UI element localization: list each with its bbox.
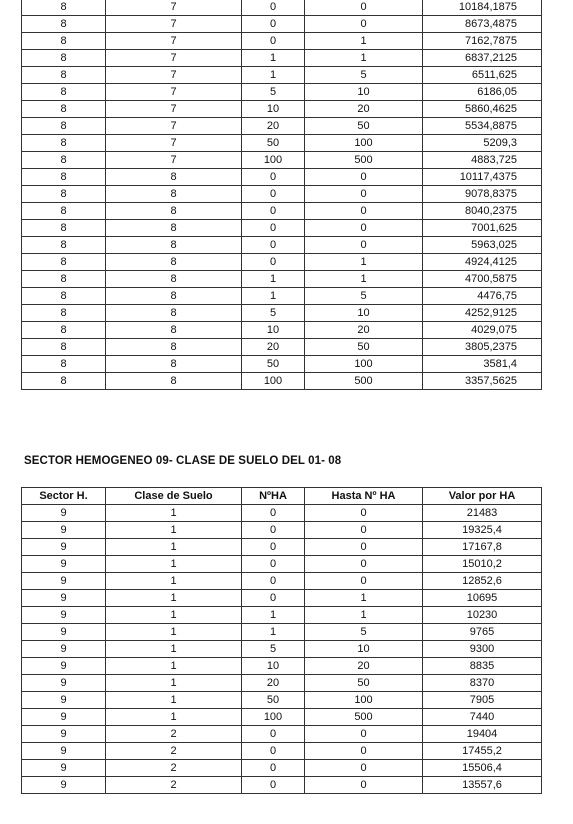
- clase-suelo-cell: 8: [106, 373, 242, 390]
- sector-cell: 8: [22, 169, 106, 186]
- num-ha-cell: 0: [242, 254, 305, 271]
- sector-header: Sector H.: [22, 488, 106, 505]
- valor-ha-cell: 4883,725: [423, 152, 542, 169]
- clase-suelo-cell: 1: [106, 607, 242, 624]
- table-row: [22, 726, 542, 743]
- sector-cell: 8: [22, 271, 106, 288]
- hasta-ha-cell: 5: [305, 624, 423, 641]
- sector-cell: 8: [22, 0, 106, 16]
- sector-cell: 9: [22, 777, 106, 794]
- valor-ha-cell: 15506,4: [423, 760, 542, 777]
- hasta-ha-cell: 20: [305, 322, 423, 339]
- hasta-ha-cell: 100: [305, 692, 423, 709]
- valor-ha-cell: 4252,9125: [423, 305, 542, 322]
- valor-ha-cell: 5963,025: [423, 237, 542, 254]
- sector-cell: 8: [22, 220, 106, 237]
- clase-suelo-cell: 1: [106, 522, 242, 539]
- sector-cell: 8: [22, 101, 106, 118]
- valor-ha-cell: 5860,4625: [423, 101, 542, 118]
- hasta-ha-cell: 0: [305, 726, 423, 743]
- valor-ha-cell: 4924,4125: [423, 254, 542, 271]
- num-ha-cell: 0: [242, 0, 305, 16]
- hasta-ha-cell: 0: [305, 539, 423, 556]
- sector-cell: 8: [22, 356, 106, 373]
- sector-cell: 9: [22, 590, 106, 607]
- hasta-ha-cell: 0: [305, 777, 423, 794]
- header-row: [22, 488, 542, 505]
- clase-suelo-cell: 7: [106, 67, 242, 84]
- hasta-ha-cell: 20: [305, 101, 423, 118]
- hasta-ha-cell: 10: [305, 84, 423, 101]
- hasta-ha-cell: 0: [305, 16, 423, 33]
- clase-suelo-cell: 7: [106, 84, 242, 101]
- hasta-ha-cell: 0: [305, 220, 423, 237]
- hasta-ha-cell: 0: [305, 760, 423, 777]
- valor-ha-cell: 7162,7875: [423, 33, 542, 50]
- table-row: [22, 169, 542, 186]
- valor-ha-cell: 5209,3: [423, 135, 542, 152]
- num-ha-cell: 0: [242, 33, 305, 50]
- table-row: [22, 271, 542, 288]
- table-row: [22, 590, 542, 607]
- num-ha-cell: 0: [242, 539, 305, 556]
- clase-suelo-cell: 8: [106, 203, 242, 220]
- clase-suelo-cell: 1: [106, 573, 242, 590]
- num-ha-cell: 50: [242, 692, 305, 709]
- valor-ha-cell: 4029,075: [423, 322, 542, 339]
- num-ha-cell: 0: [242, 505, 305, 522]
- sector-cell: 9: [22, 641, 106, 658]
- sector-cell: 8: [22, 135, 106, 152]
- sector-cell: 8: [22, 118, 106, 135]
- sector-cell: 8: [22, 67, 106, 84]
- hasta-ha-cell: 0: [305, 169, 423, 186]
- table-row: [22, 777, 542, 794]
- table-row: [22, 675, 542, 692]
- sector-cell: 9: [22, 624, 106, 641]
- num-ha-cell: 0: [242, 726, 305, 743]
- valor-ha-cell: 21483: [423, 505, 542, 522]
- num-ha-cell: 0: [242, 203, 305, 220]
- valor-ha-cell: 4700,5875: [423, 271, 542, 288]
- clase-suelo-cell: 7: [106, 16, 242, 33]
- clase-suelo-cell: 1: [106, 556, 242, 573]
- table-row: [22, 0, 542, 16]
- clase-suelo-cell: 8: [106, 254, 242, 271]
- clase-suelo-cell: 8: [106, 220, 242, 237]
- num-ha-cell: 5: [242, 641, 305, 658]
- num-ha-cell: 5: [242, 305, 305, 322]
- valor-ha-cell: 3357,5625: [423, 373, 542, 390]
- sector-09-table-body: [22, 505, 542, 794]
- valor-ha-cell: 17167,8: [423, 539, 542, 556]
- sector-08-table-body: [22, 0, 542, 390]
- hasta-ha-cell: 5: [305, 67, 423, 84]
- num-ha-cell: 0: [242, 522, 305, 539]
- valor-ha-cell: 19325,4: [423, 522, 542, 539]
- num-ha-cell: 0: [242, 573, 305, 590]
- valor-ha-cell: 15010,2: [423, 556, 542, 573]
- sector-cell: 8: [22, 288, 106, 305]
- clase-suelo-cell: 1: [106, 505, 242, 522]
- clase-suelo-cell: 8: [106, 169, 242, 186]
- table-row: [22, 339, 542, 356]
- sector-cell: 9: [22, 709, 106, 726]
- valor-ha-cell: 8040,2375: [423, 203, 542, 220]
- clase-suelo-cell: 7: [106, 118, 242, 135]
- clase-suelo-cell: 8: [106, 356, 242, 373]
- table-row: [22, 743, 542, 760]
- table-row: [22, 16, 542, 33]
- table-row: [22, 50, 542, 67]
- table-row: [22, 692, 542, 709]
- num-ha-cell: 100: [242, 709, 305, 726]
- clase-suelo-cell: 8: [106, 186, 242, 203]
- valor-ha-cell: 8370: [423, 675, 542, 692]
- clase-suelo-cell: 1: [106, 641, 242, 658]
- clase-suelo-cell: 7: [106, 0, 242, 16]
- clase-suelo-cell: 8: [106, 322, 242, 339]
- table-row: [22, 101, 542, 118]
- num-ha-cell: 10: [242, 658, 305, 675]
- table-row: [22, 220, 542, 237]
- valor-ha-cell: 4476,75: [423, 288, 542, 305]
- sector-cell: 9: [22, 675, 106, 692]
- sector-cell: 9: [22, 607, 106, 624]
- valor-ha-header: Valor por HA: [423, 488, 542, 505]
- clase-suelo-cell: 7: [106, 152, 242, 169]
- table-row: [22, 322, 542, 339]
- hasta-ha-cell: 10: [305, 305, 423, 322]
- num-ha-cell: 20: [242, 339, 305, 356]
- sector-cell: 9: [22, 658, 106, 675]
- num-ha-cell: 1: [242, 288, 305, 305]
- num-ha-cell: 0: [242, 169, 305, 186]
- sector-cell: 8: [22, 203, 106, 220]
- hasta-ha-cell: 0: [305, 522, 423, 539]
- num-ha-cell: 50: [242, 135, 305, 152]
- hasta-ha-cell: 0: [305, 203, 423, 220]
- num-ha-cell: 50: [242, 356, 305, 373]
- valor-ha-cell: 6511,625: [423, 67, 542, 84]
- sector-cell: 8: [22, 33, 106, 50]
- sector-cell: 9: [22, 726, 106, 743]
- sector-cell: 8: [22, 254, 106, 271]
- table-row: [22, 709, 542, 726]
- table-row: [22, 356, 542, 373]
- hasta-ha-cell: 0: [305, 505, 423, 522]
- hasta-ha-cell: 50: [305, 675, 423, 692]
- num-ha-cell: 0: [242, 743, 305, 760]
- table-row: [22, 84, 542, 101]
- num-ha-cell: 100: [242, 373, 305, 390]
- table-row: [22, 203, 542, 220]
- valor-ha-cell: 9765: [423, 624, 542, 641]
- num-ha-cell: 1: [242, 50, 305, 67]
- sector-cell: 8: [22, 186, 106, 203]
- table-row: [22, 67, 542, 84]
- hasta-ha-cell: 50: [305, 339, 423, 356]
- num-ha-cell: 0: [242, 590, 305, 607]
- table-row: [22, 237, 542, 254]
- hasta-ha-cell: 500: [305, 152, 423, 169]
- clase-suelo-cell: 8: [106, 271, 242, 288]
- valor-ha-cell: 6186,05: [423, 84, 542, 101]
- valor-ha-cell: 9300: [423, 641, 542, 658]
- table-row: [22, 152, 542, 169]
- num-ha-header: NºHA: [242, 488, 305, 505]
- clase-suelo-cell: 2: [106, 760, 242, 777]
- num-ha-cell: 20: [242, 118, 305, 135]
- valor-ha-cell: 8673,4875: [423, 16, 542, 33]
- table-row: [22, 641, 542, 658]
- hasta-ha-cell: 0: [305, 556, 423, 573]
- clase-suelo-cell: 2: [106, 726, 242, 743]
- clase-suelo-cell: 7: [106, 33, 242, 50]
- clase-suelo-cell: 1: [106, 624, 242, 641]
- sector-cell: 9: [22, 505, 106, 522]
- table-row: [22, 373, 542, 390]
- table-row: [22, 254, 542, 271]
- sector-cell: 8: [22, 84, 106, 101]
- clase-suelo-cell: 1: [106, 658, 242, 675]
- valor-ha-cell: 5534,8875: [423, 118, 542, 135]
- sector-cell: 9: [22, 692, 106, 709]
- hasta-ha-cell: 1: [305, 254, 423, 271]
- hasta-ha-cell: 50: [305, 118, 423, 135]
- valor-ha-cell: 10695: [423, 590, 542, 607]
- clase-suelo-cell: 1: [106, 590, 242, 607]
- clase-suelo-cell: 8: [106, 305, 242, 322]
- valor-ha-cell: 10117,4375: [423, 169, 542, 186]
- sector-cell: 9: [22, 522, 106, 539]
- clase-suelo-cell: 7: [106, 50, 242, 67]
- sector-09-table-header: [22, 488, 542, 505]
- sector-cell: 8: [22, 237, 106, 254]
- table-row: [22, 556, 542, 573]
- table-row: [22, 135, 542, 152]
- clase-suelo-cell: 8: [106, 339, 242, 356]
- num-ha-cell: 1: [242, 624, 305, 641]
- num-ha-cell: 0: [242, 760, 305, 777]
- sector-cell: 9: [22, 743, 106, 760]
- num-ha-cell: 0: [242, 16, 305, 33]
- sector-cell: 8: [22, 305, 106, 322]
- num-ha-cell: 100: [242, 152, 305, 169]
- clase-suelo-cell: 1: [106, 692, 242, 709]
- clase-suelo-cell: 2: [106, 743, 242, 760]
- hasta-ha-cell: 500: [305, 709, 423, 726]
- hasta-ha-cell: 0: [305, 0, 423, 16]
- table-row: [22, 118, 542, 135]
- num-ha-cell: 1: [242, 67, 305, 84]
- num-ha-cell: 5: [242, 84, 305, 101]
- table-row: [22, 607, 542, 624]
- num-ha-cell: 0: [242, 237, 305, 254]
- num-ha-cell: 10: [242, 101, 305, 118]
- clase-suelo-cell: 1: [106, 675, 242, 692]
- sector-08-table: [21, 0, 542, 390]
- table-row: [22, 760, 542, 777]
- clase-suelo-cell: 2: [106, 777, 242, 794]
- clase-suelo-cell: 1: [106, 709, 242, 726]
- hasta-ha-cell: 1: [305, 271, 423, 288]
- table-row: [22, 33, 542, 50]
- valor-ha-cell: 10230: [423, 607, 542, 624]
- sector-cell: 9: [22, 573, 106, 590]
- table-row: [22, 658, 542, 675]
- hasta-ha-header: Hasta Nº HA: [305, 488, 423, 505]
- clase-suelo-header: Clase de Suelo: [106, 488, 242, 505]
- sector-cell: 8: [22, 50, 106, 67]
- sector-09-table: [21, 487, 542, 794]
- hasta-ha-cell: 0: [305, 573, 423, 590]
- hasta-ha-cell: 1: [305, 590, 423, 607]
- num-ha-cell: 0: [242, 220, 305, 237]
- table-row: [22, 288, 542, 305]
- table-row: [22, 522, 542, 539]
- valor-ha-cell: 3581,4: [423, 356, 542, 373]
- num-ha-cell: 1: [242, 607, 305, 624]
- hasta-ha-cell: 500: [305, 373, 423, 390]
- hasta-ha-cell: 100: [305, 356, 423, 373]
- num-ha-cell: 0: [242, 186, 305, 203]
- valor-ha-cell: 3805,2375: [423, 339, 542, 356]
- valor-ha-cell: 6837,2125: [423, 50, 542, 67]
- table-row: [22, 505, 542, 522]
- hasta-ha-cell: 10: [305, 641, 423, 658]
- num-ha-cell: 0: [242, 556, 305, 573]
- valor-ha-cell: 7001,625: [423, 220, 542, 237]
- sector-cell: 8: [22, 16, 106, 33]
- sector-cell: 8: [22, 339, 106, 356]
- hasta-ha-cell: 0: [305, 186, 423, 203]
- hasta-ha-cell: 5: [305, 288, 423, 305]
- hasta-ha-cell: 0: [305, 237, 423, 254]
- table-row: [22, 539, 542, 556]
- valor-ha-cell: 10184,1875: [423, 0, 542, 16]
- table-row: [22, 186, 542, 203]
- valor-ha-cell: 13557,6: [423, 777, 542, 794]
- sector-cell: 8: [22, 373, 106, 390]
- num-ha-cell: 20: [242, 675, 305, 692]
- sector-cell: 9: [22, 760, 106, 777]
- hasta-ha-cell: 1: [305, 33, 423, 50]
- hasta-ha-cell: 100: [305, 135, 423, 152]
- valor-ha-cell: 17455,2: [423, 743, 542, 760]
- clase-suelo-cell: 8: [106, 237, 242, 254]
- clase-suelo-cell: 7: [106, 101, 242, 118]
- valor-ha-cell: 9078,8375: [423, 186, 542, 203]
- hasta-ha-cell: 1: [305, 607, 423, 624]
- clase-suelo-cell: 7: [106, 135, 242, 152]
- table-row: [22, 624, 542, 641]
- table-row: [22, 573, 542, 590]
- sector-cell: 8: [22, 322, 106, 339]
- table-row: [22, 305, 542, 322]
- hasta-ha-cell: 0: [305, 743, 423, 760]
- hasta-ha-cell: 20: [305, 658, 423, 675]
- section-heading: SECTOR HEMOGENEO 09- CLASE DE SUELO DEL 01- 08: [24, 455, 342, 467]
- valor-ha-cell: 19404: [423, 726, 542, 743]
- sector-cell: 9: [22, 539, 106, 556]
- clase-suelo-cell: 8: [106, 288, 242, 305]
- num-ha-cell: 0: [242, 777, 305, 794]
- valor-ha-cell: 7905: [423, 692, 542, 709]
- num-ha-cell: 1: [242, 271, 305, 288]
- valor-ha-cell: 7440: [423, 709, 542, 726]
- hasta-ha-cell: 1: [305, 50, 423, 67]
- valor-ha-cell: 8835: [423, 658, 542, 675]
- clase-suelo-cell: 1: [106, 539, 242, 556]
- valor-ha-cell: 12852,6: [423, 573, 542, 590]
- sector-cell: 8: [22, 152, 106, 169]
- num-ha-cell: 10: [242, 322, 305, 339]
- sector-cell: 9: [22, 556, 106, 573]
